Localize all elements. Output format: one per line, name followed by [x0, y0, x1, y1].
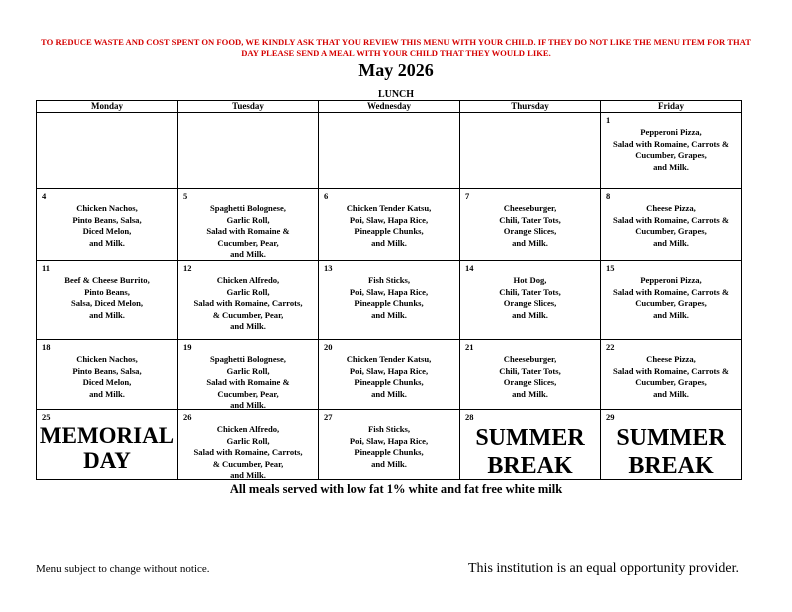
day-number: 28 — [465, 412, 474, 422]
day-cell — [601, 189, 742, 261]
menu-calendar — [36, 100, 742, 480]
day-number: 8 — [606, 191, 611, 201]
weekday-header: Friday — [601, 101, 742, 113]
holiday-label: MEMORIAL DAY — [39, 423, 175, 473]
day-number: 7 — [465, 191, 470, 201]
weekday-header: Thursday — [460, 101, 601, 113]
day-cell — [37, 113, 178, 189]
milk-footnote: All meals served with low fat 1% white and fat free white milk — [229, 482, 563, 496]
day-number: 14 — [465, 263, 474, 273]
week-row — [37, 113, 742, 189]
week-row — [37, 261, 742, 340]
day-number: 22 — [606, 342, 615, 352]
day-number: 13 — [324, 263, 333, 273]
menu-items: Spaghetti Bolognese, Garlic Roll, Salad with Romaine & Cucumber, Pear, and Milk. — [206, 354, 290, 410]
menu-items: Cheeseburger, Chili, Tater Tots, Orange Slices, and Milk. — [499, 354, 561, 399]
day-cell — [460, 410, 601, 480]
day-number: 20 — [324, 342, 333, 352]
week-row — [37, 410, 742, 480]
menu-items: Chicken Tender Katsu, Poi, Slaw, Hapa Rice, Pineapple Chunks, and Milk. — [346, 354, 432, 399]
day-cell — [460, 261, 601, 340]
menu-items: Hot Dog, Chili, Tater Tots, Orange Slices, and Milk. — [499, 275, 561, 320]
day-number: 4 — [42, 191, 47, 201]
day-cell — [601, 113, 742, 189]
day-cell — [460, 113, 601, 189]
menu-items: Cheese Pizza, Salad with Romaine, Carrots & Cucumber, Grapes, and Milk. — [612, 354, 730, 399]
meal-subtitle: LUNCH — [377, 89, 415, 100]
day-cell — [178, 340, 319, 410]
menu-items: Spaghetti Bolognese, Garlic Roll, Salad with Romaine & Cucumber, Pear, and Milk. — [206, 203, 290, 259]
day-number: 19 — [183, 342, 192, 352]
menu-items: Chicken Nachos, Pinto Beans, Salsa, Diced Melon, and Milk. — [72, 354, 142, 399]
menu-items: Chicken Alfredo, Garlic Roll, Salad with Romaine, Carrots, & Cucumber, Pear, and Milk. — [193, 424, 303, 480]
change-disclaimer: Menu subject to change without notice. — [36, 563, 210, 575]
weekday-header: Tuesday — [178, 101, 319, 113]
day-cell — [601, 410, 742, 480]
day-number: 27 — [324, 412, 333, 422]
day-number: 25 — [42, 412, 51, 422]
week-row — [37, 340, 742, 410]
weekday-header-row — [37, 101, 742, 113]
day-number: 15 — [606, 263, 615, 273]
menu-items: Cheeseburger, Chili, Tater Tots, Orange Slices, and Milk. — [499, 203, 561, 248]
menu-items: Pepperoni Pizza, Salad with Romaine, Carrots & Cucumber, Grapes, and Milk. — [612, 127, 730, 172]
day-number: 18 — [42, 342, 51, 352]
day-cell — [178, 410, 319, 480]
break-label: SUMMER BREAK — [475, 425, 585, 479]
day-cell — [601, 261, 742, 340]
day-cell — [319, 189, 460, 261]
menu-items: Beef & Cheese Burrito, Pinto Beans, Salsa, Diced Melon, and Milk. — [64, 275, 150, 320]
day-cell — [460, 189, 601, 261]
weekday-header: Wednesday — [319, 101, 460, 113]
menu-items: Cheese Pizza, Salad with Romaine, Carrots & Cucumber, Grapes, and Milk. — [612, 203, 730, 248]
week-row — [37, 189, 742, 261]
equal-opportunity-statement: This institution is an equal opportunity provider. — [468, 561, 740, 576]
day-number: 21 — [465, 342, 474, 352]
day-cell — [37, 189, 178, 261]
weekday-header: Monday — [37, 101, 178, 113]
day-cell — [319, 410, 460, 480]
menu-items: Chicken Alfredo, Garlic Roll, Salad with Romaine, Carrots, & Cucumber, Pear, and Milk. — [193, 275, 303, 331]
day-number: 29 — [606, 412, 615, 422]
day-number: 11 — [42, 263, 51, 273]
day-cell — [37, 261, 178, 340]
day-cell — [178, 261, 319, 340]
menu-items: Pepperoni Pizza, Salad with Romaine, Carrots & Cucumber, Grapes, and Milk. — [612, 275, 730, 320]
day-cell — [178, 113, 319, 189]
menu-items: Fish Sticks, Poi, Slaw, Hapa Rice, Pineapple Chunks, and Milk. — [349, 424, 429, 469]
day-cell — [601, 340, 742, 410]
page-title: May 2026 — [358, 60, 434, 80]
menu-items: Fish Sticks, Poi, Slaw, Hapa Rice, Pineapple Chunks, and Milk. — [349, 275, 429, 320]
menu-items: Chicken Tender Katsu, Poi, Slaw, Hapa Rice, Pineapple Chunks, and Milk. — [346, 203, 432, 248]
waste-notice: TO REDUCE WASTE AND COST SPENT ON FOOD, WE KINDLY ASK THAT YOU REVIEW THIS MENU WITH YOUR CHILD. IF THEY DO NOT LIKE THE MENU ITEM FOR THAT DAY PLEASE SEND A MEAL WITH YOUR CHILD THAT THEY WOULD LIKE. — [41, 37, 751, 58]
day-cell — [178, 189, 319, 261]
day-number: 12 — [183, 263, 192, 273]
day-cell — [319, 261, 460, 340]
break-label: SUMMER BREAK — [616, 425, 726, 479]
day-cell — [37, 340, 178, 410]
day-cell — [319, 113, 460, 189]
menu-items: Chicken Nachos, Pinto Beans, Salsa, Diced Melon, and Milk. — [72, 203, 142, 248]
day-cell — [319, 340, 460, 410]
day-number: 5 — [183, 191, 188, 201]
day-number: 6 — [324, 191, 329, 201]
day-number: 1 — [606, 115, 611, 125]
day-number: 26 — [183, 412, 192, 422]
day-cell — [37, 410, 178, 480]
day-cell — [460, 340, 601, 410]
